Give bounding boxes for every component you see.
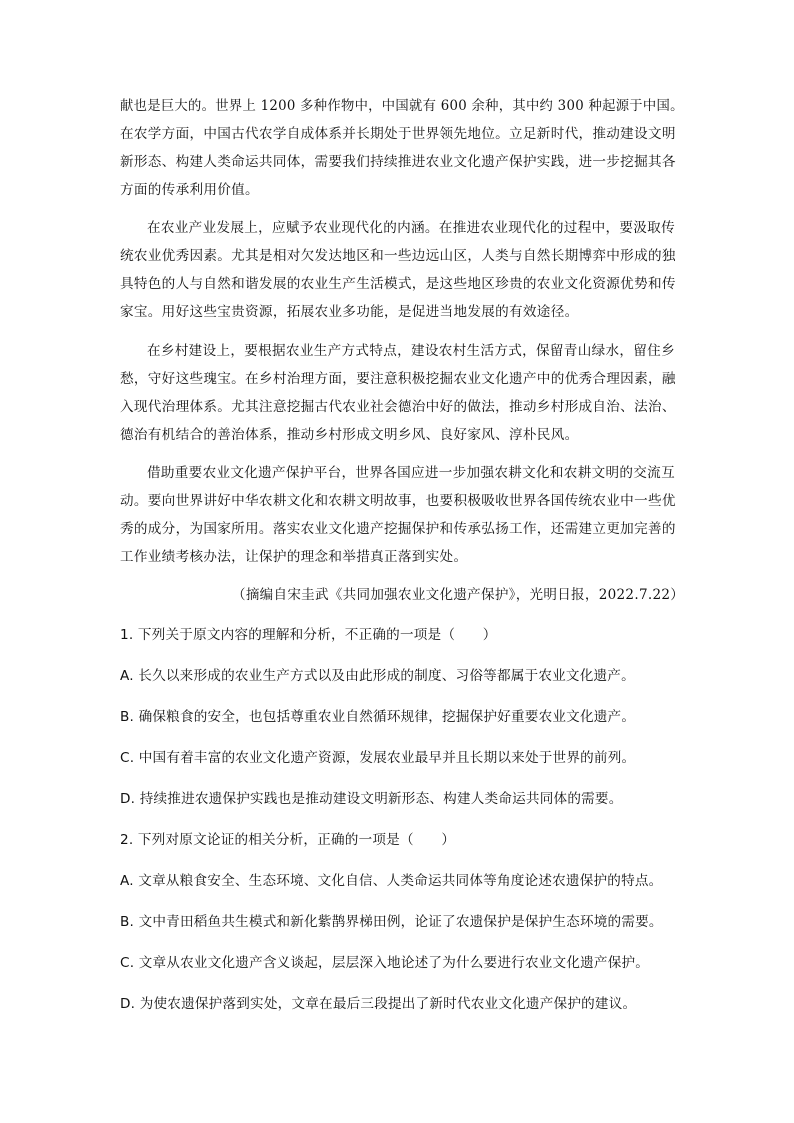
passage-p4-line-4: 工作业绩考核办法，让保护的理念和举措真正落到实处。 — [120, 549, 468, 565]
question-2-option-c: C. 文章从农业文化遗产含义谈起，层层深入地论述了为什么要进行农业文化遗产保护。 — [120, 955, 650, 971]
passage-p1-line-1: 献也是巨大的。世界上 1200 多种作物中，中国就有 600 余种，其中约 300 种起源于中国。 — [120, 98, 684, 114]
question-1-option-a: A. 长久以来形成的农业生产方式以及由此形成的制度、习俗等都属于农业文化遗产。 — [120, 668, 635, 684]
question-2-stem: 2. 下列对原文论证的相关分析，正确的一项是（ ） — [120, 832, 456, 848]
passage-p3-line-2: 愁，守好这些瑰宝。在乡村治理方面，要注意积极挖掘农业文化遗产中的优秀合理因素，融 — [120, 371, 676, 387]
passage-source: （摘编自宋圭武《共同加强农业文化遗产保护》，光明日报，2022.7.22） — [232, 587, 685, 603]
question-2-option-b: B. 文中青田稻鱼共生模式和新化紫鹊界梯田例，论证了农遗保护是保护生态环境的需要。 — [120, 914, 663, 930]
passage-p2-line-3: 具特色的人与自然和谐发展的农业生产生活模式，是这些地区珍贵的农业文化资源优势和传 — [120, 276, 676, 292]
passage-p3-line-4: 德治有机结合的善治体系，推动乡村形成文明乡风、良好家风、淳朴民风。 — [120, 427, 579, 443]
passage-p1-line-2: 在农学方面，中国古代农学自成体系并长期处于世界领先地位。立足新时代，推动建设文明 — [120, 126, 676, 142]
passage-p1-line-4: 方面的传承利用价值。 — [120, 182, 259, 198]
question-1-option-b: B. 确保粮食的安全，也包括尊重农业自然循环规律，挖掘保护好重要农业文化遗产。 — [120, 709, 636, 725]
question-1-option-c: C. 中国有着丰富的农业文化遗产资源，发展农业最早并且长期以来处于世界的前列。 — [120, 750, 636, 766]
question-1-option-d: D. 持续推进农遗保护实践也是推动建设文明新形态、构建人类命运共同体的需要。 — [120, 791, 623, 807]
passage-p2-line-1: 在农业产业发展上，应赋予农业现代化的内涵。在推进农业现代化的过程中，要汲取传 — [147, 220, 675, 236]
question-1-stem: 1. 下列关于原文内容的理解和分析，不正确的一项是（ ） — [120, 627, 497, 643]
question-2-option-a: A. 文章从粮食安全、生态环境、文化自信、人类命运共同体等角度论述农遗保护的特点。 — [120, 873, 663, 889]
passage-p4-line-3: 秀的成分，为国家所用。落实农业文化遗产挖掘保护和传承弘扬工作，还需建立更加完善的 — [120, 521, 676, 537]
passage-p4-line-1: 借助重要农业文化遗产保护平台，世界各国应进一步加强农耕文化和农耕文明的交流互 — [147, 465, 675, 481]
passage-p4-line-2: 动。要向世界讲好中华农耕文化和农耕文明故事，也要积极吸收世界各国传统农业中一些优 — [120, 493, 676, 509]
passage-p1-line-3: 新形态、构建人类命运共同体，需要我们持续推进农业文化遗产保护实践，进一步挖掘其各 — [120, 154, 676, 170]
passage-p2-line-4: 家宝。用好这些宝贵资源，拓展农业多功能，是促进当地发展的有效途径。 — [120, 304, 579, 320]
passage-p3-line-3: 入现代治理体系。尤其注意挖掘古代农业社会德治中好的做法，推动乡村形成自治、法治、 — [120, 399, 676, 415]
question-2-option-d: D. 为使农遗保护落到实处，文章在最后三段提出了新时代农业文化遗产保护的建议。 — [120, 996, 637, 1012]
passage-p2-line-2: 统农业优秀因素。尤其是相对欠发达地区和一些边远山区，人类与自然长期博弈中形成的独 — [120, 248, 676, 264]
passage-p3-line-1: 在乡村建设上，要根据农业生产方式特点，建设农村生活方式，保留青山绿水，留住乡 — [147, 343, 675, 359]
